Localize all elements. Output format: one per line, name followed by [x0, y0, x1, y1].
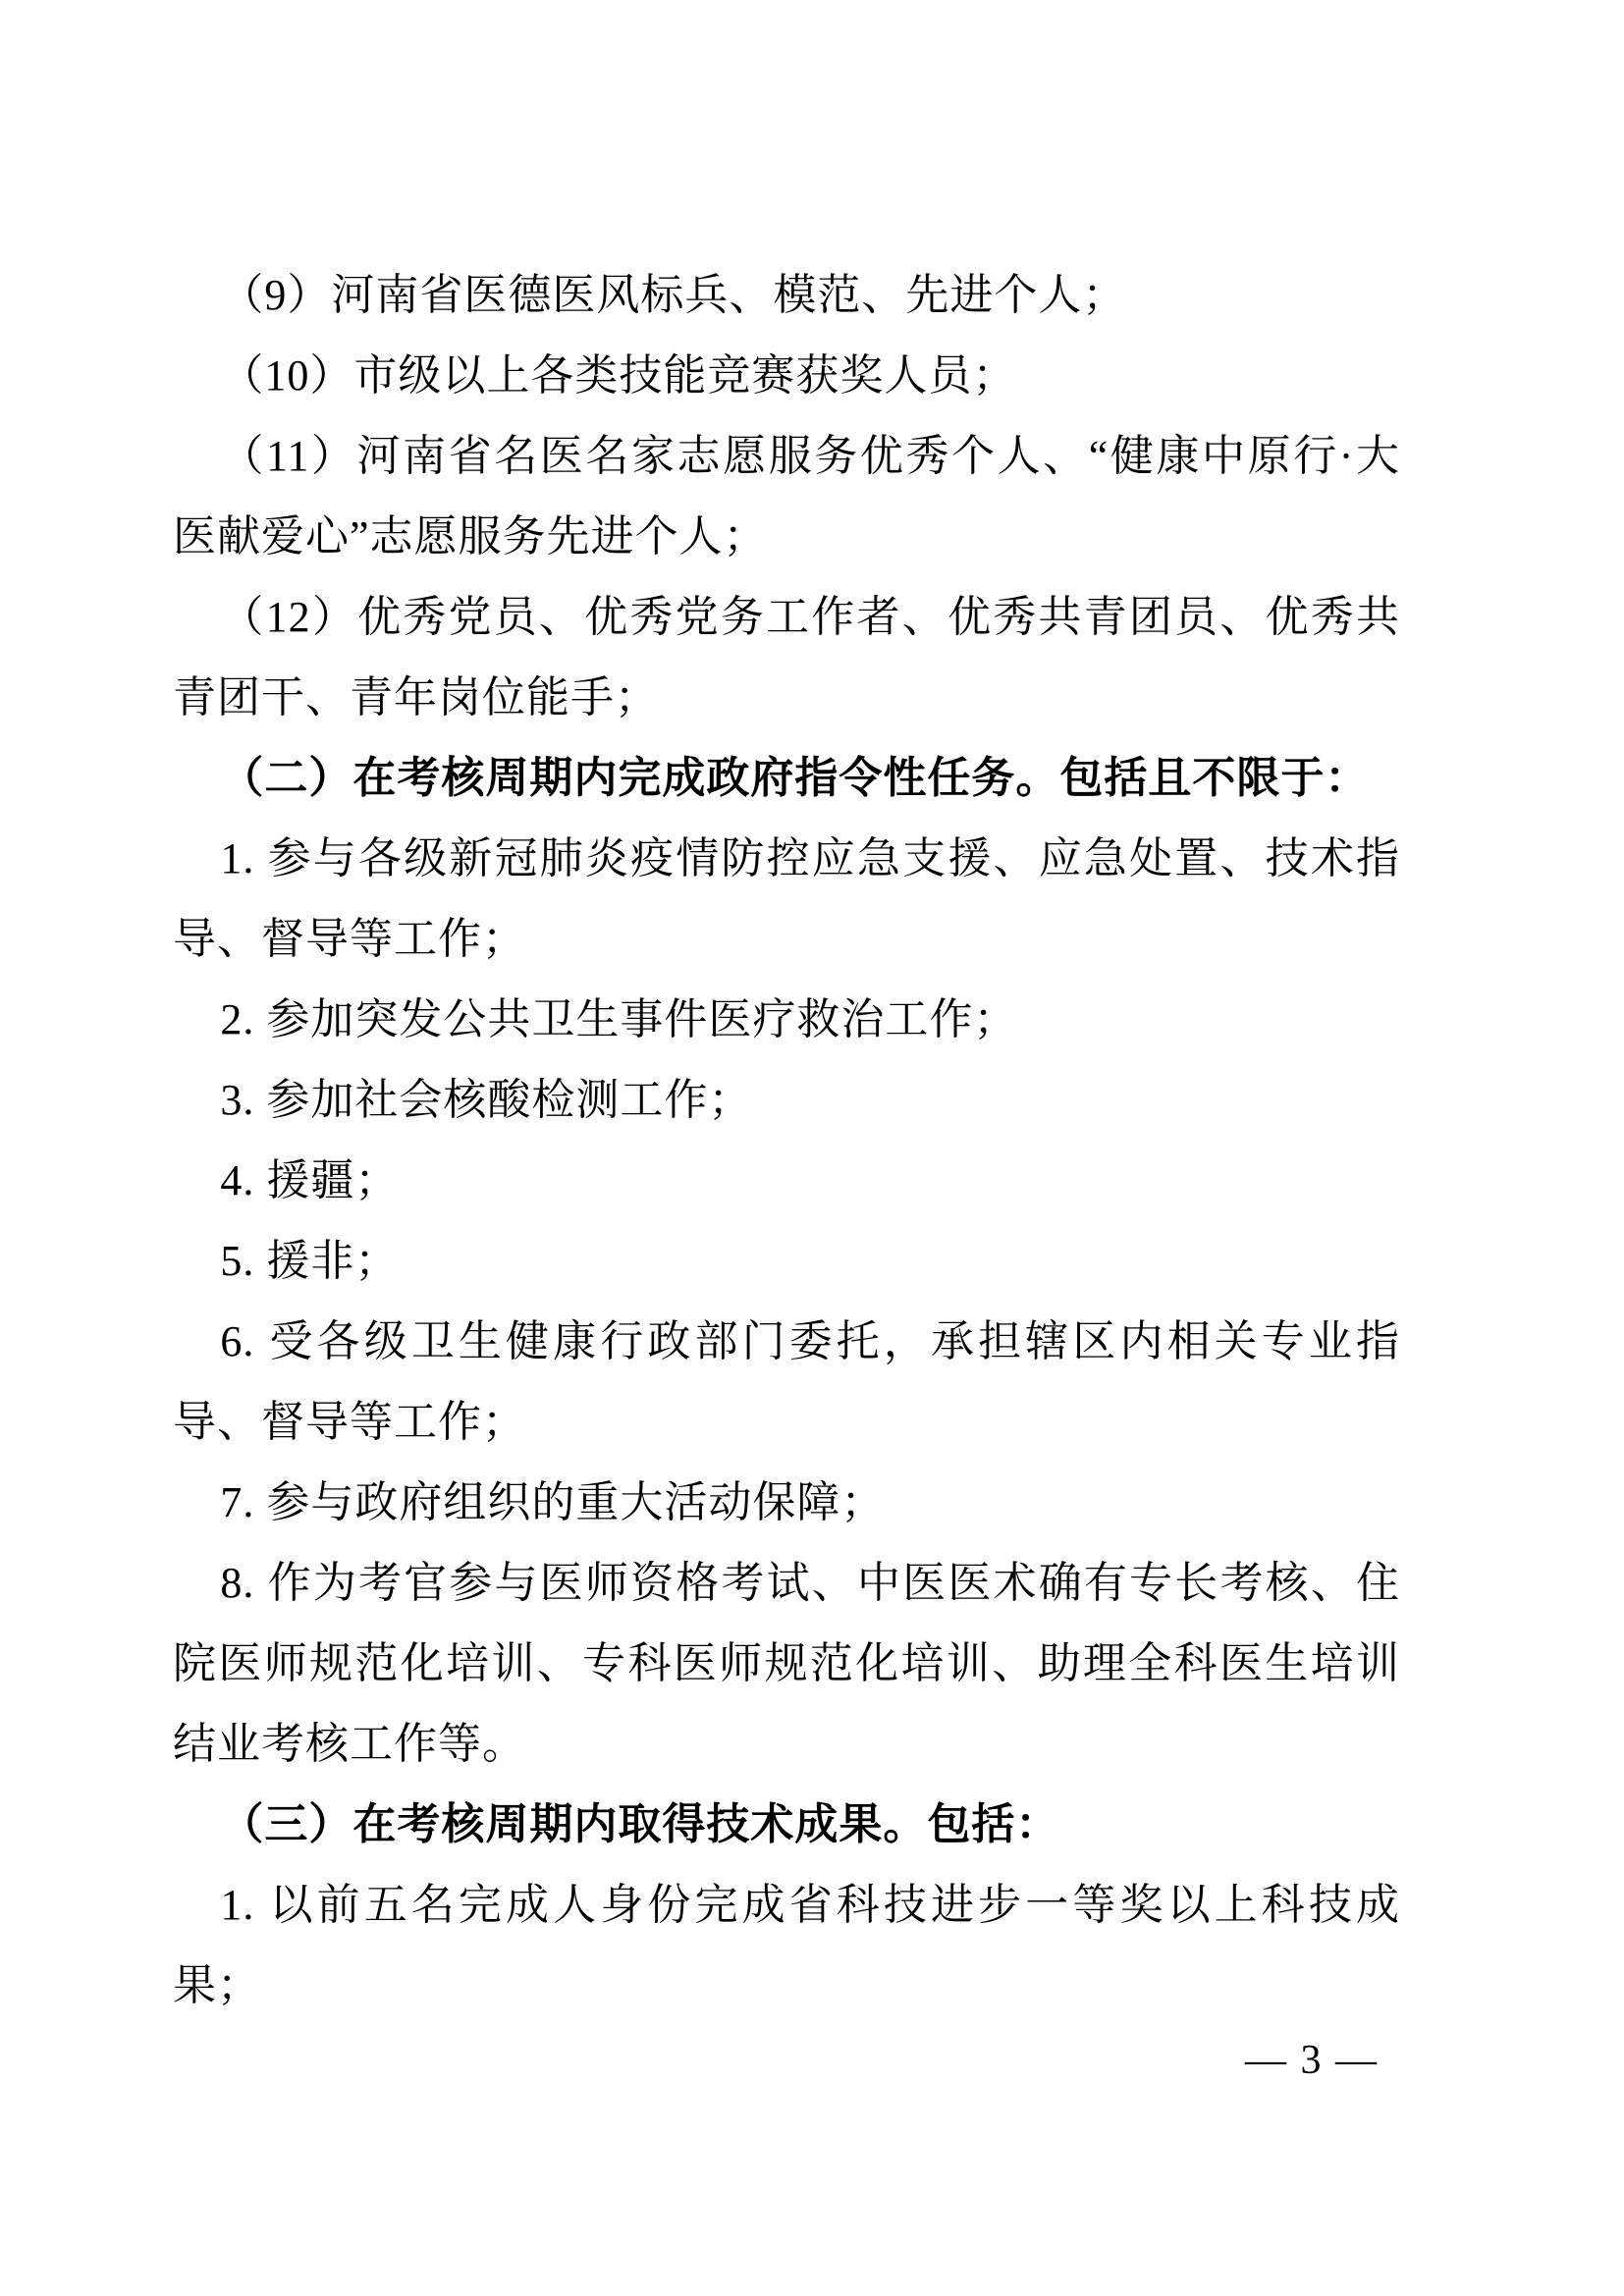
- page-number: — 3 —: [1245, 2038, 1379, 2083]
- paragraph: 7. 参与政府组织的重大活动保障；: [220, 1478, 886, 1526]
- document-body: [173, 255, 1400, 2026]
- paragraph: 8. 作为考官参与医师资格考试、中医医术确有专长考核、住院医师规范化培训、专科医师规范化培训、助理全科医生培训结业考核工作等。: [173, 1559, 1400, 1768]
- paragraph: （二）在考核周期内完成政府指令性任务。包括且不限于：: [220, 754, 1370, 802]
- paragraph: （12）优秀党员、优秀党务工作者、优秀共青团员、优秀共青团干、青年岗位能手；: [173, 593, 1400, 721]
- paragraph: 1. 参与各级新冠肺炎疫情防控应急支援、应急处置、技术指导、督导等工作；: [173, 834, 1400, 963]
- paragraph: 1. 以前五名完成人身份完成省科技进步一等奖以上科技成果；: [173, 1881, 1400, 2009]
- paragraph: （9）河南省医德医风标兵、模范、先进个人；: [220, 271, 1127, 319]
- paragraph: 3. 参加社会核酸检测工作；: [220, 1076, 753, 1124]
- paragraph: （10）市级以上各类技能竞赛获奖人员；: [220, 351, 1017, 400]
- paragraph: 5. 援非；: [220, 1237, 400, 1285]
- paragraph: （三）在考核周期内取得技术成果。包括：: [220, 1800, 1060, 1848]
- paragraph: （11）河南省名医名家志愿服务优秀个人、“健康中原行·大医献爱心”志愿服务先进个人；: [173, 432, 1400, 561]
- paragraph: 4. 援疆；: [220, 1156, 400, 1204]
- paragraph: 6. 受各级卫生健康行政部门委托，承担辖区内相关专业指导、督导等工作；: [173, 1317, 1400, 1446]
- paragraph: 2. 参加突发公共卫生事件医疗救治工作；: [220, 995, 1018, 1043]
